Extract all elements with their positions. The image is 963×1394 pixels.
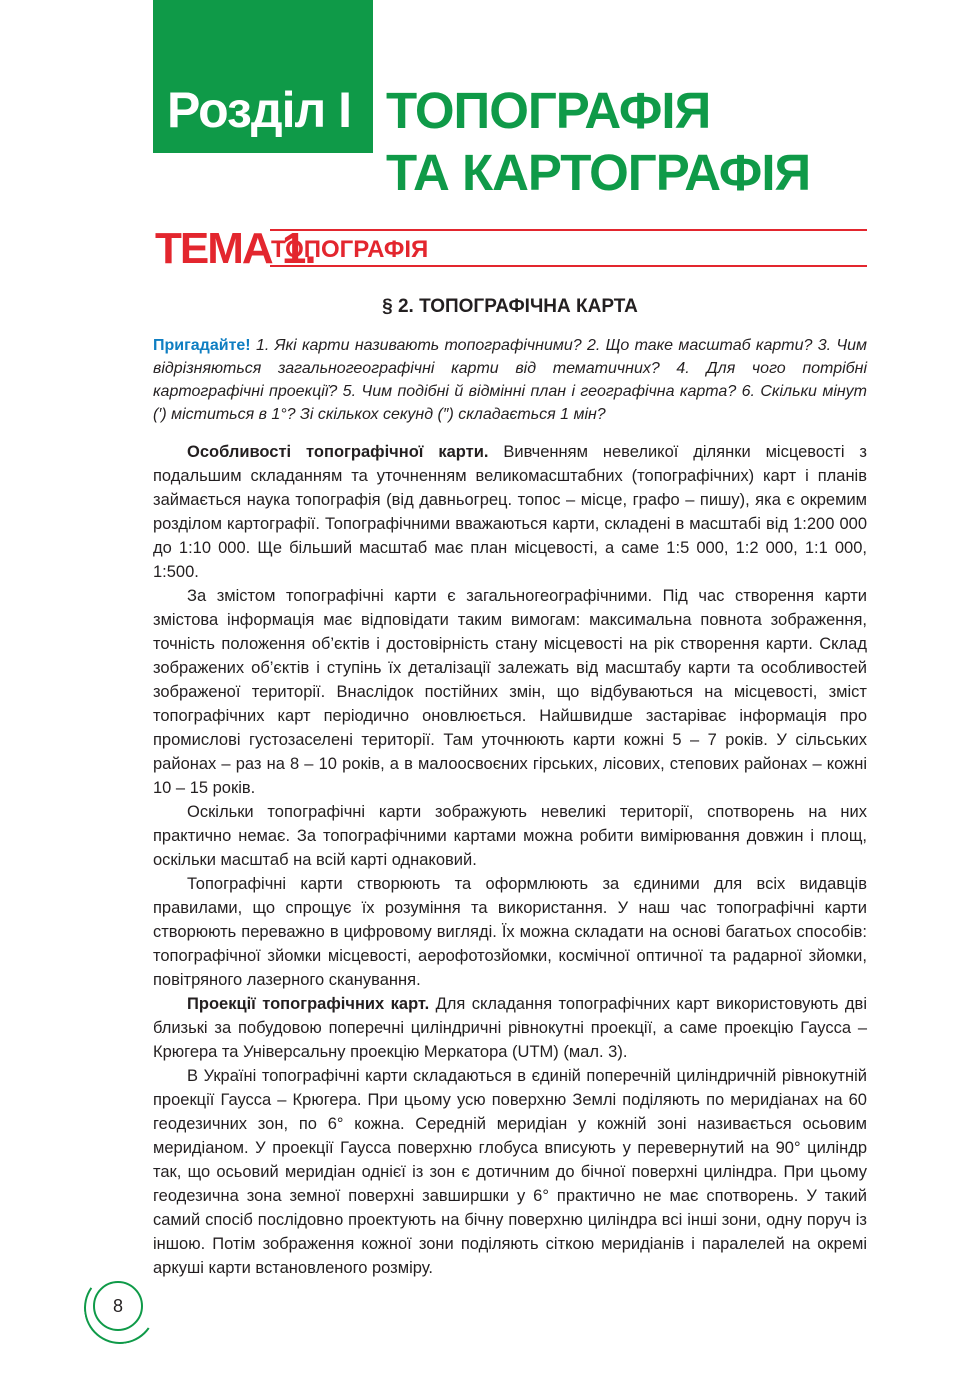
paragraph-content: За змістом топографічні карти є загальногеографічними. Під час створення карти змістова інформація має відповідати таким вимогам: максимальна повнота зображення, точність положення об’єктів і достовірність стану місцевості на рік створення карти. Склад зображених об’єктів і ступінь їх деталізації залежать від масштабу карти та особливостей зображеної території. Внаслідок постійних змін, що відбуваються на місцевості, зміст топографічних карт періодично оновлюється. Найшвидше застаріває інформація про промислові густозаселені території. Там уточнюють карти кожні 5 – 7 років. У сільських районах – раз на 8 – 10 років, а в малоосвоєних гірських, лісових, степових районах – кожні 10 – 15 років. bbox=[153, 587, 867, 797]
paragraph-distortion: Оскільки топографічні карти зображують невеликі території, спотворень на них практично немає. За топографічними картами можна робити вимірювання довжин і площ, оскільки масштаб на всій карті однаковий. bbox=[153, 803, 867, 869]
section-title-line2: ТА КАРТОГРАФІЯ bbox=[386, 144, 811, 201]
section-title-line1: ТОПОГРАФІЯ bbox=[386, 82, 711, 139]
paragraph-text: Вивченням невеликої ділянки місцевості з подальшим складанням та уточненням великомасштабних (топографічних) карт і планів займається наука топографія (від давньогрец. топос – місце, графо – пишу), яка є окремим розділом картографії. Топографічними вважаються карти, складені в масштабі від 1:200 000 до 1:10 000. Ще більший масштаб має план місцевості, а саме 1:5 000, 1:2 000, 1:1 000, 1:500. bbox=[153, 443, 867, 581]
theme-rule-bottom bbox=[270, 265, 867, 267]
section-title bbox=[386, 80, 810, 204]
paragraph-features bbox=[153, 440, 867, 584]
recall-block bbox=[153, 334, 867, 426]
paragraph-text: Для складання топографічних карт використовують дві близькі за побудовою поперечні циліндричні рівнокутні проекції, а саме проекцію Гаусса – Крюгера та Універсальну проекцію Меркатора (UTM) (мал. 3). bbox=[153, 995, 867, 1061]
paragraph-ukraine: В Україні топографічні карти складаються в єдиній поперечній циліндричній рівнокутній проекції Гаусса – Крюгера. При цьому усю поверхню Землі поділяють по меридіанах на 60 геодезичних зон, по 6° кожна. Середній меридіан у кожній зоні називається осьовим меридіаном. У проекції Гаусса поверхню глобуса вписують у перевернутий на 90° циліндр так, що осьовий меридіан однієї із зон є дотичним до бічної поверхні циліндра. При цьому геодезична зона земної поверхні завширшки у 6° практично не має спотворень. У такий самий спосіб послідовно проектують на бічну поверхню циліндра всі інші зони, одну поруч із іншою. Потім зображення кожної зони поділяють сіткою меридіанів і паралелей на окремі аркуші карти встановленого розміру. bbox=[153, 1067, 867, 1277]
paragraph-heading: Особливості топографічної карти. bbox=[187, 443, 489, 461]
theme-label: ТЕМА 1. bbox=[155, 224, 315, 273]
theme-name: ТОПОГРАФІЯ bbox=[271, 236, 429, 263]
main-text bbox=[153, 440, 867, 1280]
paragraph-heading: Проекції топографічних карт. bbox=[187, 995, 430, 1013]
theme-rule-top bbox=[270, 229, 867, 231]
recall-questions: 1. Які карти називають топографічними? 2. Що таке масштаб карти? 3. Чим відрізняються загальногеографічні карти від тематичних? 4. Для чого потрібні картографічні проекції? 5. Чим подібні й відмінні план і географічна карта? 6. Скільки мінут (′) міститься в 1°? Зі скількох секунд (″) складається 1 мін? bbox=[153, 337, 868, 423]
paragraph-projections bbox=[153, 992, 867, 1064]
section-label: Розділ І bbox=[167, 82, 352, 138]
recall-lead: Пригадайте! bbox=[153, 337, 251, 354]
paragraph-title: § 2. ТОПОГРАФІЧНА КАРТА bbox=[382, 296, 638, 317]
paragraph-rules: Топографічні карти створюють та оформлюють за єдиними для всіх видавців правилами, що спрощує їх розуміння та використання. У наш час топографічні карти створюють переважно в цифровому вигляді. Їх можна складати на основі багатьох способів: топографічної зйомки місцевості, аерофотозйомки, космічної оптичної та радарної зйомки, повітряного лазерного сканування. bbox=[153, 875, 867, 989]
page-number: 8 bbox=[93, 1281, 143, 1331]
